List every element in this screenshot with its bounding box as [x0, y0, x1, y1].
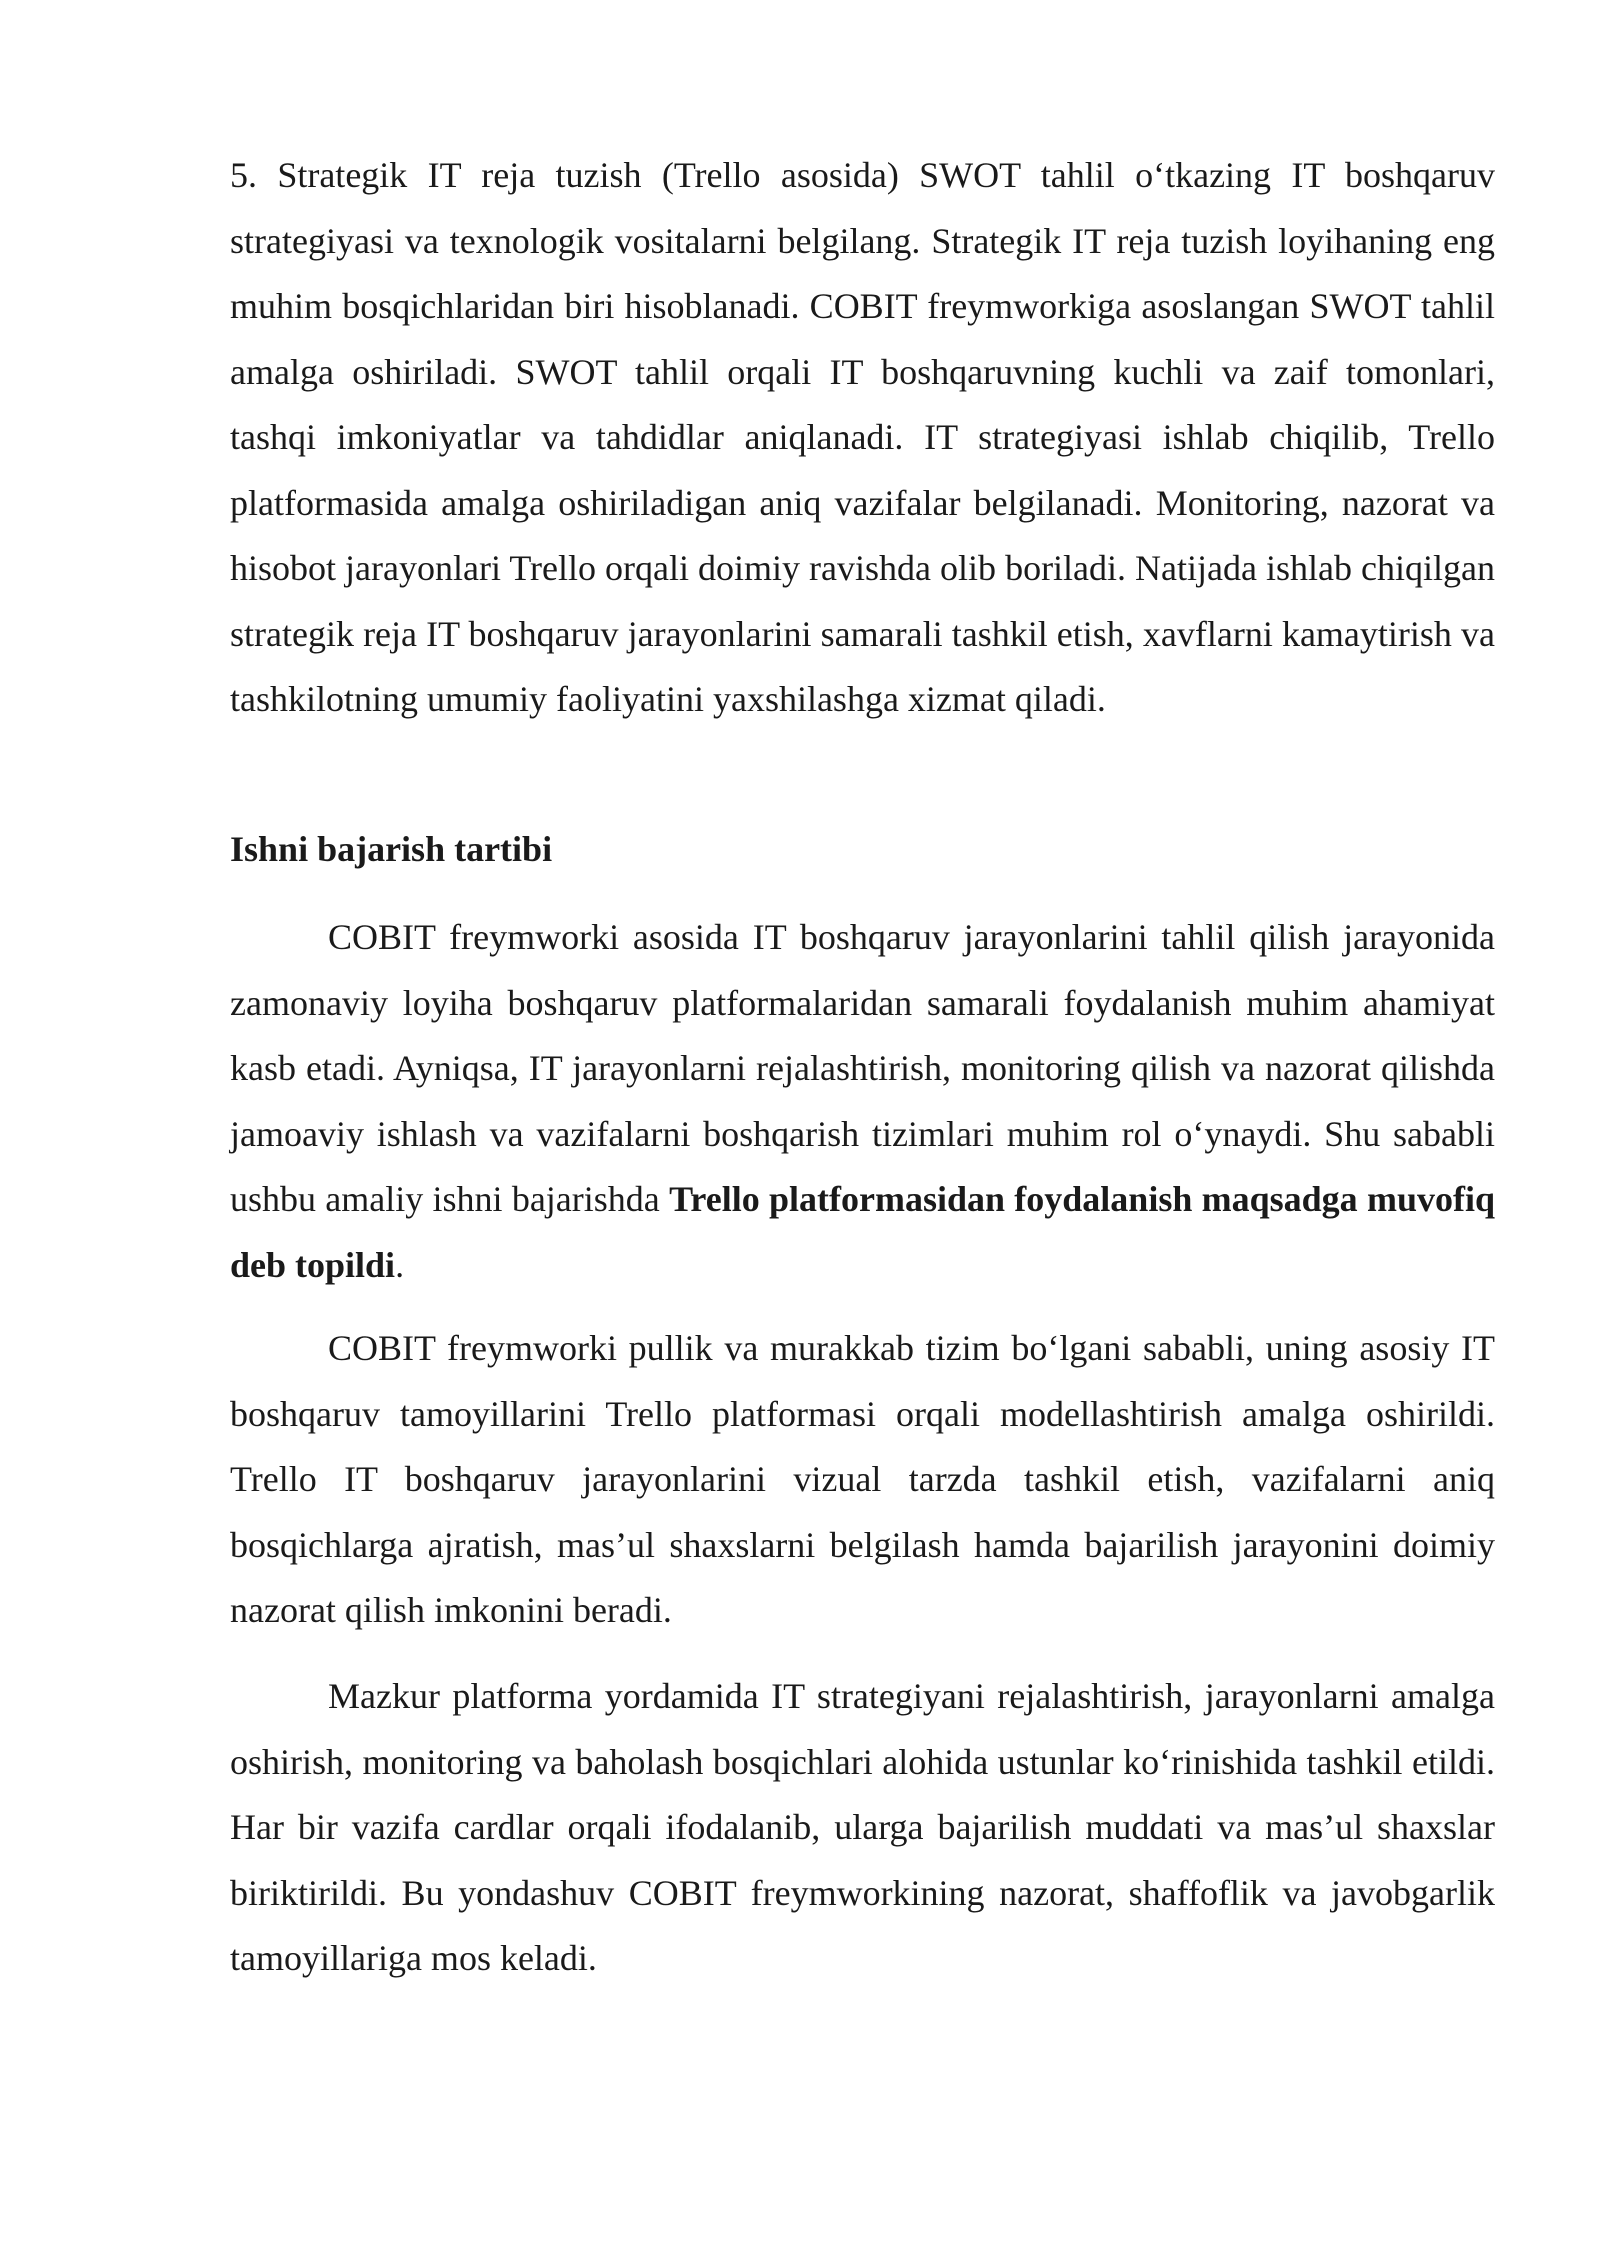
paragraph-text: COBIT freymworki asosida IT boshqaruv jarayonlarini tahlil qilish jarayonida zamonaviy loyiha boshqaruv platformalaridan samarali foydalanish muhim ahamiyat kasb etadi. Ayniqsa, IT jarayonlarni rejalashtirish, monitoring qilish va nazorat qilishda jamoaviy ishlash va vazifalarni boshqarish tizimlari muhim rol o‘ynaydi. Shu sababli ushbu amaliy ishni bajarishda [230, 917, 1495, 1219]
bold-statement: Trello platformasidan foydalanish maqsadga muvofiq deb topildi [230, 1179, 1495, 1285]
section-5-paragraph: 5. Strategik IT reja tuzish (Trello asosida) SWOT tahlil o‘tkazing IT boshqaruv strategiyasi va texnologik vositalarni belgilang. Strategik IT reja tuzish loyihaning eng muhim bosqichlaridan biri hisoblanadi. COBIT freymworkiga asoslangan SWOT tahlil amalga oshiriladi. SWOT tahlil orqali IT boshqaruvning kuchli va zaif tomonlari, tashqi imkoniyatlar va tahdidlar aniqlanadi. IT strategiyasi ishlab chiqilib, Trello platformasida amalga oshiriladigan aniq vazifalar belgilanadi. Monitoring, nazorat va hisobot jarayonlari Trello orqali doimiy ravishda olib boriladi. Natijada ishlab chiqilgan strategik reja IT boshqaruv jarayonlarini samarali tashkil etish, xavflarni kamaytirish va tashkilotning umumiy faoliyatini yaxshilashga xizmat qiladi. [230, 155, 1495, 719]
section-heading: Ishni bajarish tartibi [230, 829, 553, 869]
paragraph-platform-usage: Mazkur platforma yordamida IT strategiyani rejalashtirish, jarayonlarni amalga oshirish, monitoring va baholash bosqichlari alohida ustunlar ko‘rinishida tashkil etildi. Har bir vazifa cardlar orqali ifodalanib, ularga bajarilish muddati va mas’ul shaxslar biriktirildi. Bu yondashuv COBIT freymworkining nazorat, shaffoflik va javobgarlik tamoyillariga mos keladi. [230, 1676, 1495, 1978]
paragraph-period: . [395, 1244, 405, 1285]
paragraph-cobit-modeling: COBIT freymworki pullik va murakkab tizim bo‘lgani sababli, uning asosiy IT boshqaruv tamoyillarini Trello platformasi orqali modellashtirish amalga oshirildi. Trello IT boshqaruv jarayonlarini vizual tarzda tashkil etish, vazifalarni aniq bosqichlarga ajratish, mas’ul shaxslarni belgilash hamda bajarilish jarayonini doimiy nazorat qilish imkonini beradi. [230, 1328, 1495, 1630]
paragraph-trello-choice [230, 905, 1495, 1298]
